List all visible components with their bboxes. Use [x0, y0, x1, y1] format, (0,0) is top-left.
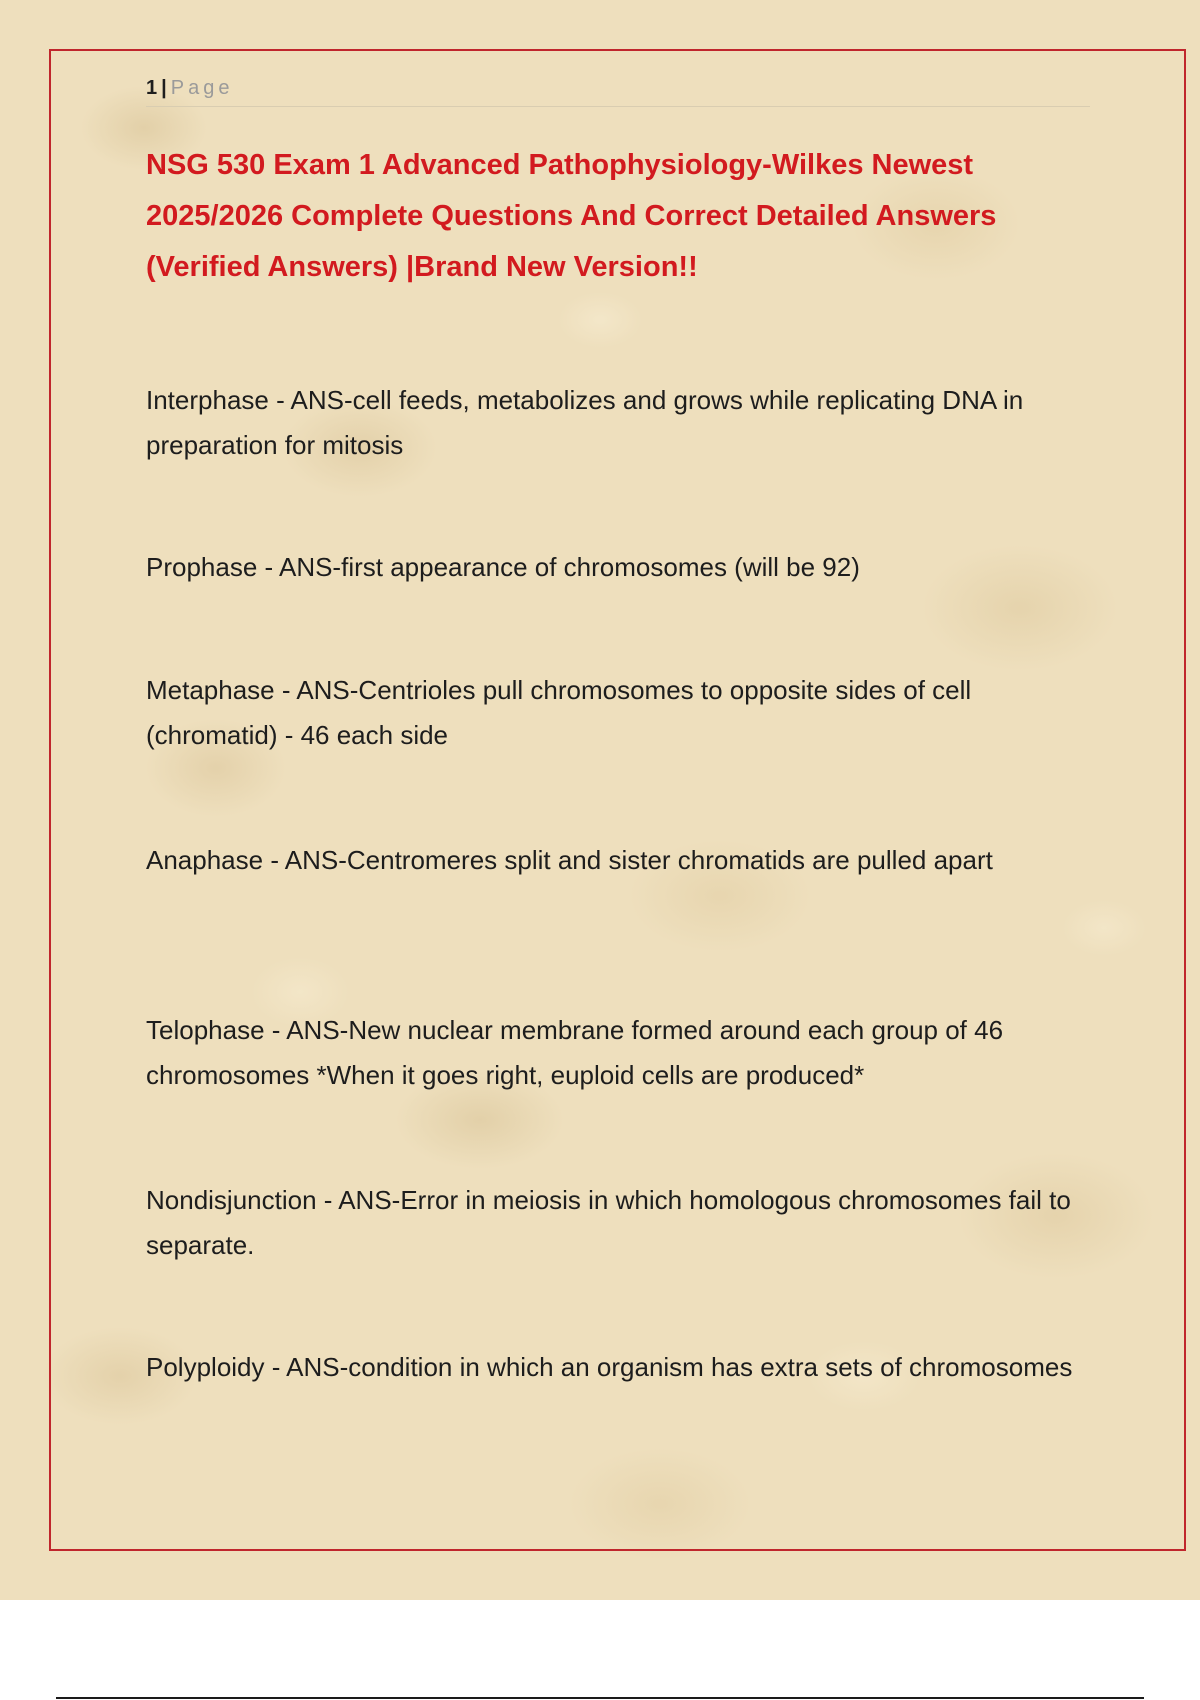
entry-nondisjunction: Nondisjunction - ANS-Error in meiosis in which homologous chromosomes fail to separate. — [146, 1185, 1071, 1260]
page-header — [146, 74, 1090, 107]
entry-polyploidy: Polyploidy - ANS-condition in which an organism has extra sets of chromosomes — [146, 1352, 1073, 1382]
footer-rule — [56, 1697, 1144, 1699]
entry-metaphase: Metaphase - ANS-Centrioles pull chromosomes to opposite sides of cell (chromatid) - 46 each side — [146, 675, 972, 750]
entry-interphase: Interphase - ANS-cell feeds, metabolizes and grows while replicating DNA in preparation for mitosis — [146, 385, 1024, 460]
entry-prophase: Prophase - ANS-first appearance of chromosomes (will be 92) — [146, 552, 860, 582]
document-title: NSG 530 Exam 1 Advanced Pathophysiology-Wilkes Newest 2025/2026 Complete Questions And Correct Detailed Answers (Verified Answers) |Brand New Version!! — [146, 149, 997, 283]
entry-anaphase: Anaphase - ANS-Centromeres split and sister chromatids are pulled apart — [146, 845, 993, 875]
page-separator: | — [161, 77, 167, 99]
page-label: Page — [170, 77, 234, 99]
page-number: 1 — [146, 77, 158, 99]
entry-telophase: Telophase - ANS-New nuclear membrane formed around each group of 46 chromosomes *When it goes right, euploid cells are produced* — [146, 1015, 1004, 1090]
